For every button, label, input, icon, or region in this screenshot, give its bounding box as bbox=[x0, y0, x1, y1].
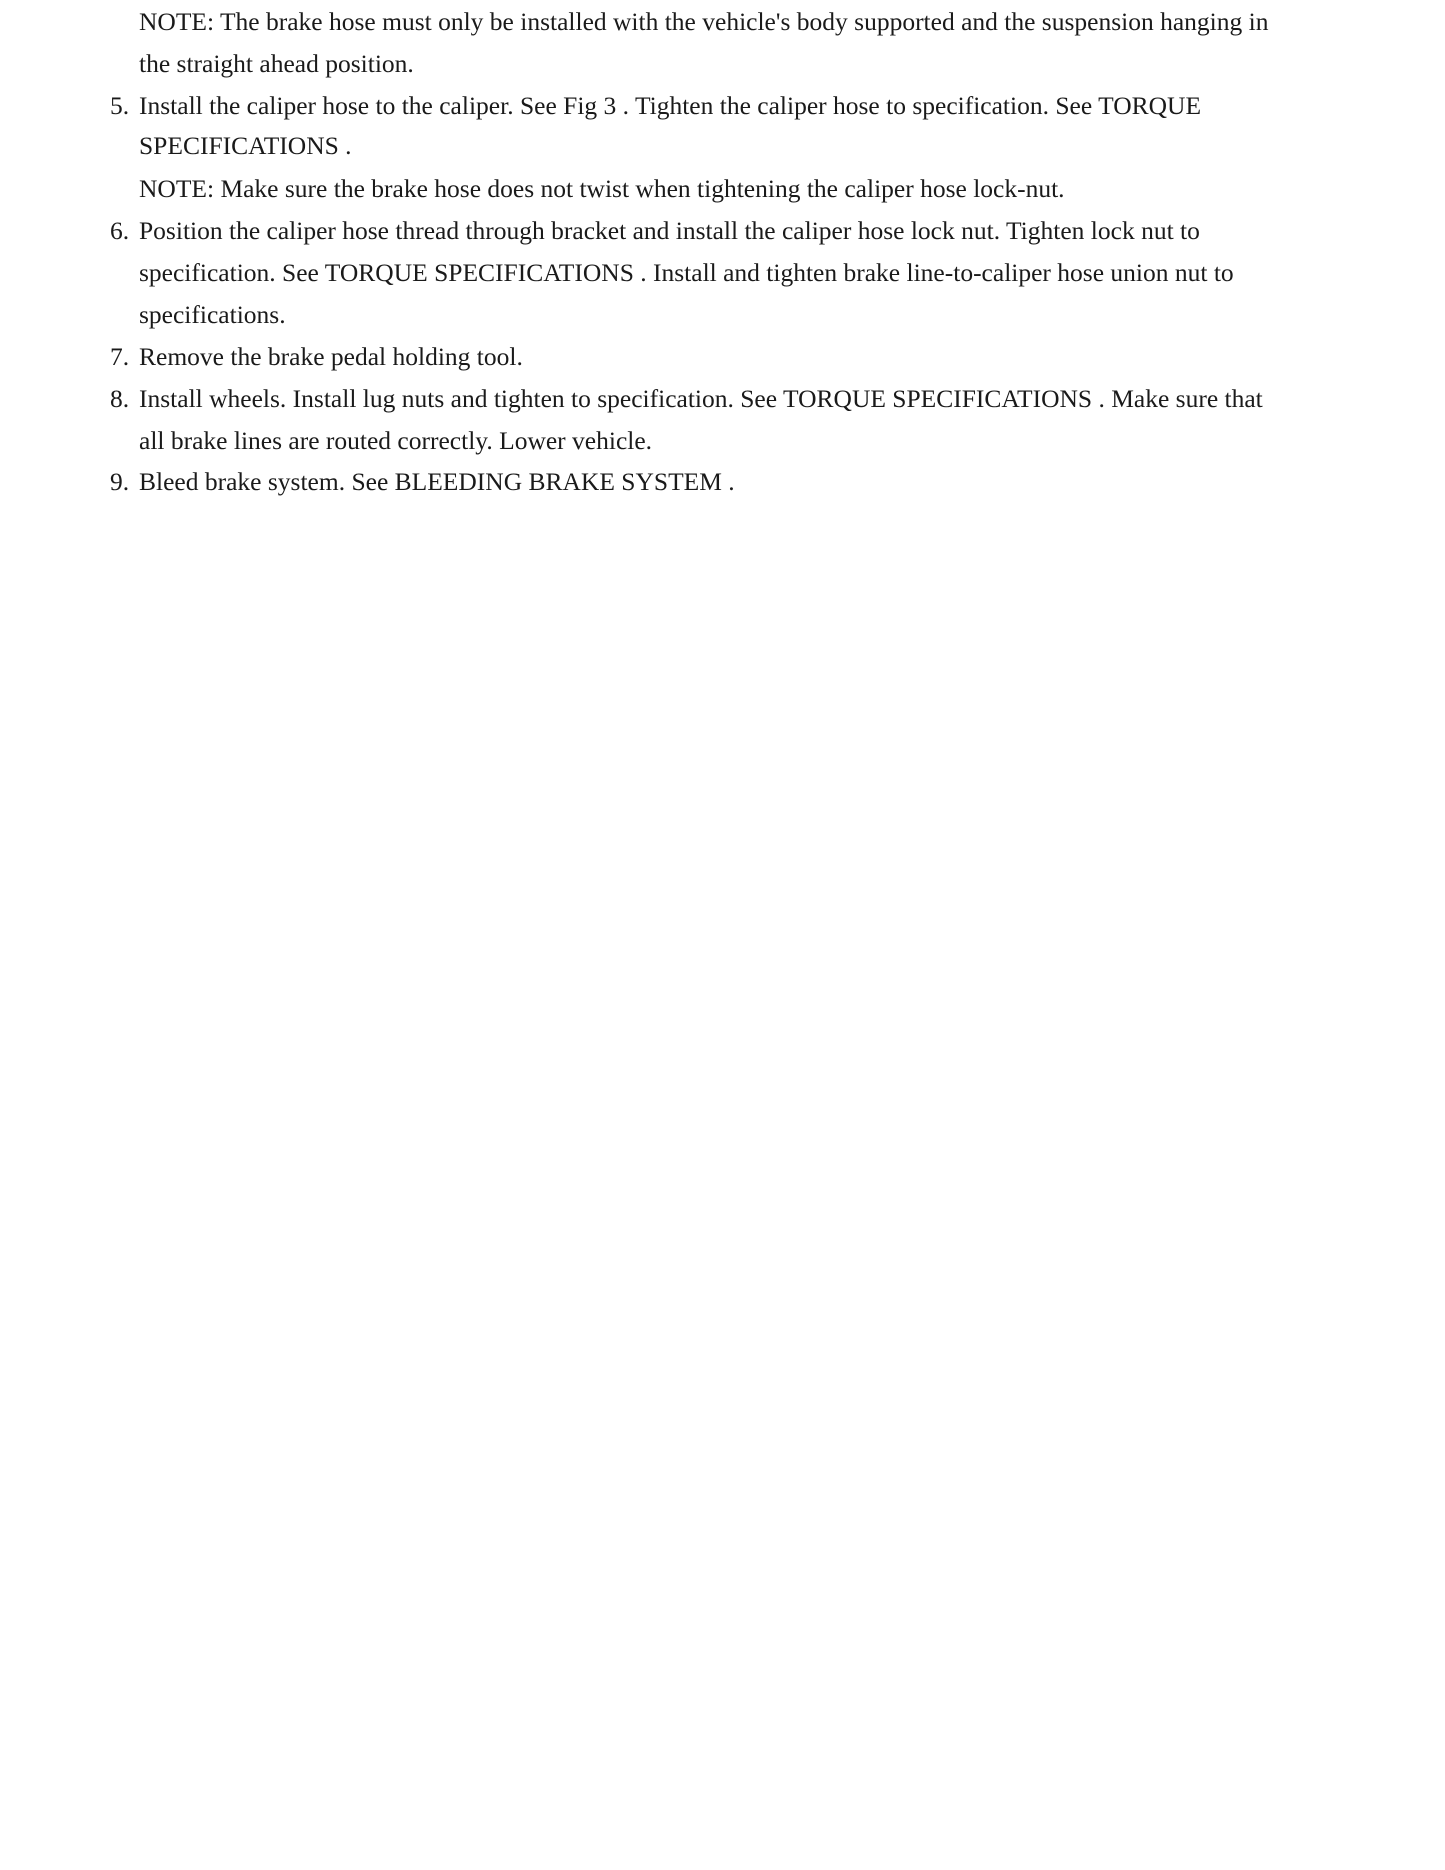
step-text: Install wheels. Install lug nuts and tighten to specification. See TORQUE SPECIFICATIONS . Make sure that bbox=[139, 384, 1263, 413]
step-number: 8. bbox=[110, 384, 130, 413]
step-text: all brake lines are routed correctly. Lower vehicle. bbox=[139, 426, 653, 455]
step-number: 7. bbox=[110, 342, 130, 371]
step-text: SPECIFICATIONS . bbox=[139, 131, 352, 160]
step-text: Remove the brake pedal holding tool. bbox=[139, 342, 523, 371]
step-number: 6. bbox=[110, 216, 130, 245]
step-text: specification. See TORQUE SPECIFICATIONS . Install and tighten brake line-to-caliper hose union nut to bbox=[139, 258, 1234, 287]
step-text: Position the caliper hose thread through bracket and install the caliper hose lock nut. Tighten lock nut to bbox=[139, 216, 1200, 245]
note-text: the straight ahead position. bbox=[139, 49, 414, 78]
step-text: specifications. bbox=[139, 300, 286, 329]
note-text: NOTE: Make sure the brake hose does not twist when tightening the caliper hose lock-nut. bbox=[139, 174, 1065, 203]
step-number: 9. bbox=[110, 467, 130, 496]
note-text: NOTE: The brake hose must only be installed with the vehicle's body supported and the suspension hanging in bbox=[139, 7, 1269, 36]
step-text: Bleed brake system. See BLEEDING BRAKE SYSTEM . bbox=[139, 467, 735, 496]
step-number: 5. bbox=[110, 91, 130, 120]
step-text: Install the caliper hose to the caliper. See Fig 3 . Tighten the caliper hose to specification. See TORQUE bbox=[139, 91, 1202, 120]
